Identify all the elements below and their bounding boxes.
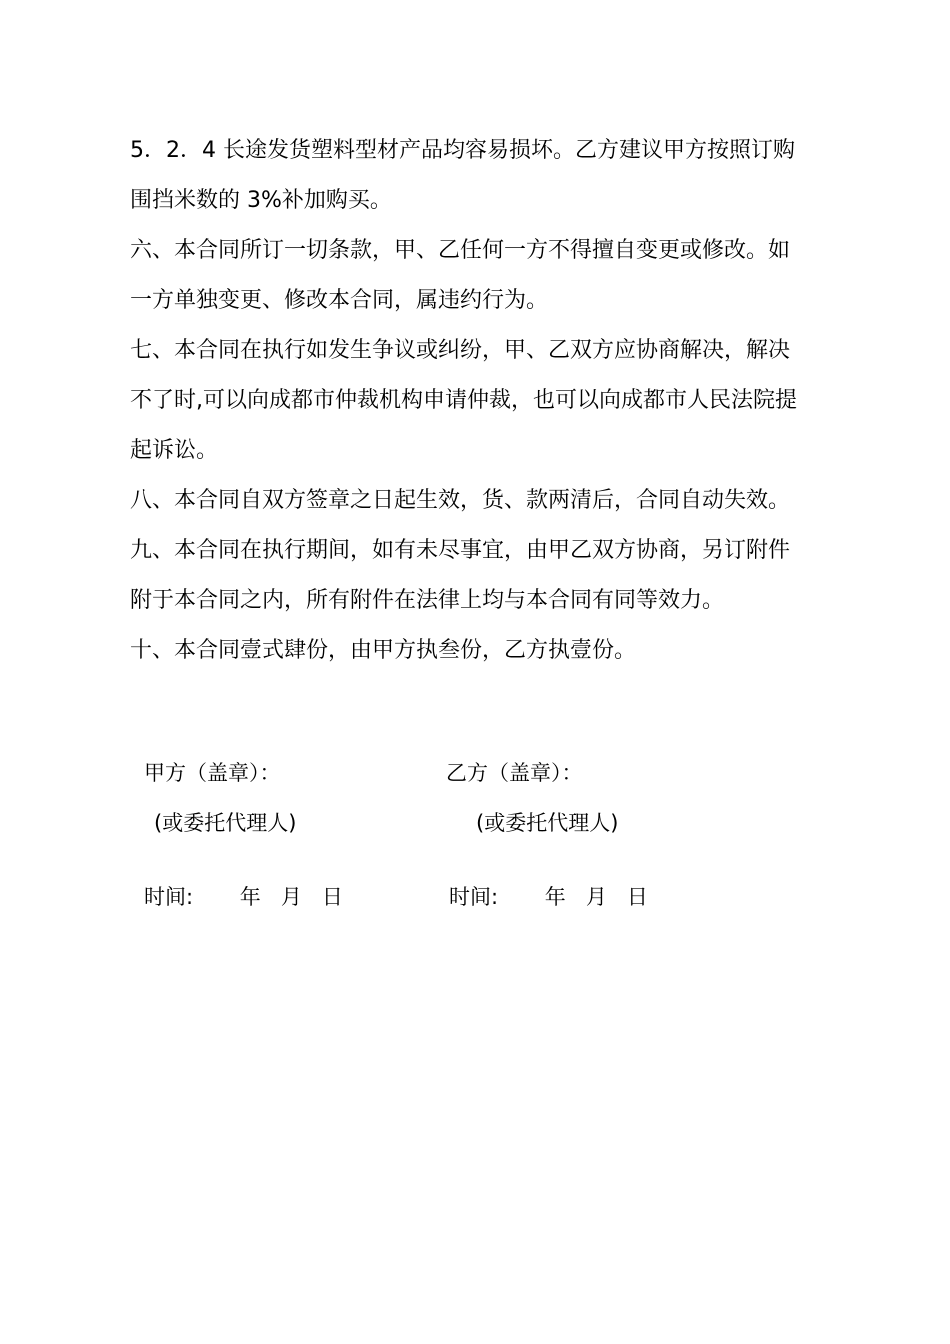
party-b-agent-label: (或委托代理人) xyxy=(476,811,619,835)
clause-7-line-1: 七、本合同在执行如发生争议或纠纷，甲、乙双方应协商解决，解决 xyxy=(130,338,791,363)
party-b-seal-label: 乙方（盖章）： xyxy=(446,761,583,785)
clause-5-2-4-line-1: 5．2．4 长途发货塑料型材产品均容易损坏。乙方建议甲方按照订购 xyxy=(130,138,795,163)
clause-7-line-3: 起诉讼。 xyxy=(130,438,219,463)
clause-9-line-2: 附于本合同之内，所有附件在法律上均与本合同有同等效力。 xyxy=(130,588,725,613)
clause-6-line-2: 一方单独变更、修改本合同，属违约行为。 xyxy=(130,288,549,313)
clause-10-line-1: 十、本合同壹式肆份，由甲方执叁份，乙方执壹份。 xyxy=(130,638,637,663)
party-b-time-label: 时间: 年 月 日 xyxy=(449,885,648,909)
party-a-seal-label: 甲方（盖章）： xyxy=(144,761,281,785)
clause-8-line-1: 八、本合同自双方签章之日起生效，货、款两清后，合同自动失效。 xyxy=(130,488,791,513)
clause-6-line-1: 六、本合同所订一切条款，甲、乙任何一方不得擅自变更或修改。如 xyxy=(130,238,791,263)
party-a-time-label: 时间: 年 月 日 xyxy=(144,885,343,909)
clause-7-line-2: 不了时,可以向成都市仲裁机构申请仲裁，也可以向成都市人民法院提 xyxy=(130,388,797,413)
clause-9-line-1: 九、本合同在执行期间，如有未尽事宜，由甲乙双方协商，另订附件 xyxy=(130,538,791,563)
party-a-agent-label: (或委托代理人) xyxy=(154,811,297,835)
clause-5-2-4-line-2: 围挡米数的 3%补加购买。 xyxy=(130,188,392,213)
